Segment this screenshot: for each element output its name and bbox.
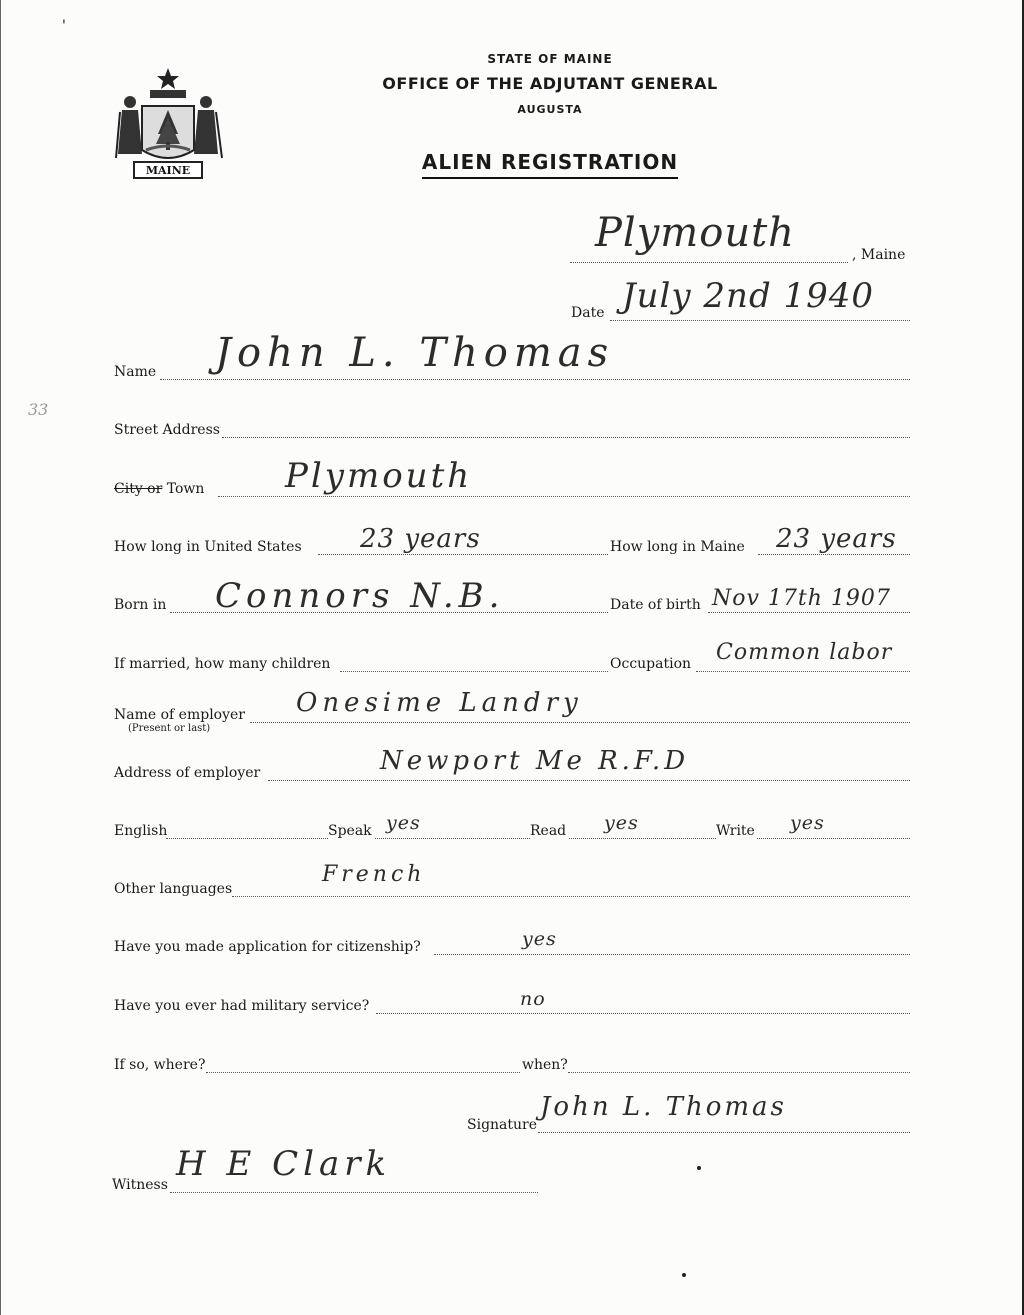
- citizenship-line: [434, 954, 910, 955]
- header-office: OFFICE OF THE ADJUTANT GENERAL: [382, 74, 718, 93]
- town-line: [218, 496, 910, 497]
- signature-label: Signature: [467, 1117, 538, 1133]
- employer-label: Name of employer: [114, 707, 245, 723]
- other-languages-label: Other languages: [114, 881, 233, 897]
- place-value: Plymouth: [595, 210, 795, 256]
- occupation-label: Occupation: [610, 656, 692, 672]
- street-address-line: [222, 437, 910, 438]
- children-label: If married, how many children: [114, 656, 331, 672]
- military-line: [376, 1013, 910, 1014]
- witness-value: H E Clark: [176, 1144, 392, 1184]
- speak-value: yes: [386, 812, 421, 834]
- form-title: [300, 150, 800, 174]
- maine-state-seal: [112, 62, 224, 190]
- witness-line: [170, 1192, 538, 1193]
- date-label: Date: [571, 305, 605, 321]
- signature-line: [538, 1132, 910, 1133]
- employer-address-label: Address of employer: [114, 765, 261, 781]
- read-label: Read: [530, 823, 567, 839]
- other-languages-value: French: [322, 862, 426, 887]
- us-years-line: [318, 554, 608, 555]
- employer-value: Onesime Landry: [296, 688, 583, 718]
- dob-label: Date of birth: [610, 597, 701, 613]
- place-line: [570, 262, 848, 263]
- header-city: AUGUSTA: [517, 103, 583, 116]
- speak-label: Speak: [328, 823, 372, 839]
- place-suffix: , Maine: [852, 247, 906, 263]
- city-or-struck: City or: [114, 481, 163, 497]
- town-label-text: Town: [166, 481, 205, 497]
- write-label: Write: [716, 823, 755, 839]
- dob-line: [708, 612, 910, 613]
- employer-line: [250, 722, 910, 723]
- citizenship-label: Have you made application for citizenship?: [114, 939, 421, 955]
- form-title-text: ALIEN REGISTRATION: [422, 150, 678, 179]
- employer-address-value: Newport Me R.F.D: [380, 746, 690, 776]
- date-value: July 2nd 1940: [622, 276, 875, 316]
- employer-address-line: [268, 780, 910, 781]
- maine-years-line: [758, 554, 910, 555]
- date-line: [610, 320, 910, 321]
- name-label: Name: [114, 364, 157, 380]
- street-address-label: Street Address: [114, 422, 220, 438]
- citizenship-value: yes: [522, 928, 557, 950]
- name-value: John L. Thomas: [215, 330, 615, 376]
- top-mark: ': [62, 18, 66, 34]
- born-in-label: Born in: [114, 597, 167, 613]
- us-years-label: How long in United States: [114, 539, 302, 555]
- ink-speck: [682, 1273, 686, 1277]
- town-value: Plymouth: [285, 456, 473, 496]
- us-years-value: 23 years: [360, 524, 481, 554]
- maine-years-value: 23 years: [776, 524, 897, 554]
- military-value: no: [520, 988, 546, 1010]
- where-label: If so, where?: [114, 1057, 206, 1073]
- occupation-value: Common labor: [716, 640, 893, 665]
- page-edge-left: [0, 0, 1, 1315]
- born-in-value: Connors N.B.: [215, 576, 505, 616]
- children-line: [340, 671, 608, 672]
- header-state: STATE OF MAINE: [487, 52, 613, 66]
- seal-banner-text: MAINE: [145, 164, 191, 177]
- name-line: [160, 379, 910, 380]
- read-value: yes: [604, 812, 639, 834]
- dob-value: Nov 17th 1907: [712, 586, 891, 611]
- margin-note: 33: [28, 400, 49, 419]
- when-label: when?: [522, 1057, 568, 1073]
- signature-value: John L. Thomas: [540, 1092, 787, 1122]
- english-label: English: [114, 823, 168, 839]
- maine-years-label: How long in Maine: [610, 539, 745, 555]
- town-label: [114, 481, 206, 497]
- ink-speck: [697, 1166, 701, 1170]
- when-line: [568, 1072, 910, 1073]
- occupation-line: [696, 671, 910, 672]
- where-line: [206, 1072, 520, 1073]
- other-languages-line: [232, 896, 910, 897]
- employer-sublabel: (Present or last): [128, 723, 211, 734]
- witness-label: Witness: [112, 1177, 168, 1193]
- write-value: yes: [790, 812, 825, 834]
- military-label: Have you ever had military service?: [114, 998, 370, 1014]
